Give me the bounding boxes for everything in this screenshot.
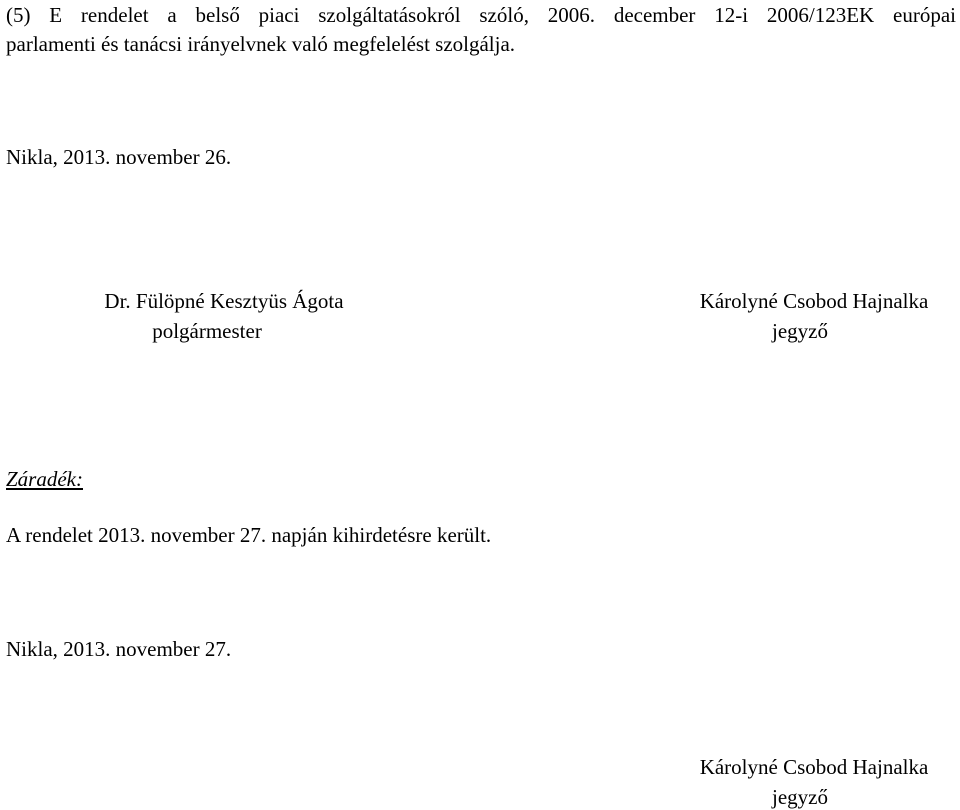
regulation-paragraph [6,1,956,59]
mayor-title: polgármester [152,319,262,343]
paragraph-line-1: (5) E rendelet a belső piaci szolgáltatásokról szóló, 2006. december 12-i 2006/123EK európai [6,3,956,27]
notary-name: Károlyné Csobod Hajnalka [699,289,929,313]
clause-heading: Záradék: [6,467,83,491]
final-notary-name: Károlyné Csobod Hajnalka [699,755,929,779]
date-signed: Nikla, 2013. november 26. [6,145,232,169]
paragraph-line-2: parlamenti és tanácsi irányelvnek való megfelelést szolgálja. [6,32,516,56]
date-published: Nikla, 2013. november 27. [6,637,232,661]
clause-text: A rendelet 2013. november 27. napján kihirdetésre került. [6,523,492,547]
notary-title: jegyző [772,319,828,343]
mayor-name: Dr. Fülöpné Kesztyüs Ágota [104,289,344,313]
final-notary-title: jegyző [772,785,828,809]
